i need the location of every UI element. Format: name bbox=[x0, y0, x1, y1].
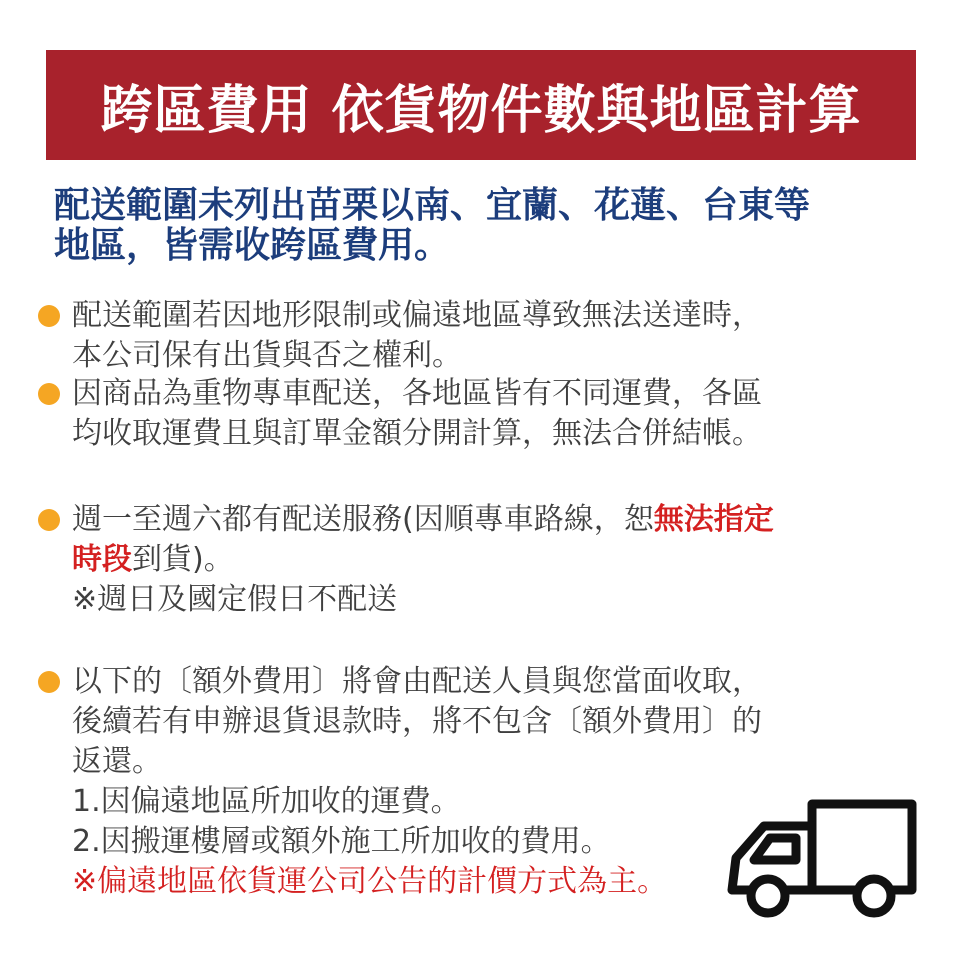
bullet-dot-icon bbox=[38, 305, 60, 327]
bullet-line: 返還。 bbox=[72, 744, 162, 779]
bullet-item-delivery-days bbox=[38, 500, 918, 620]
fee-item-1: 1.因偏遠地區所加收的運費。 bbox=[72, 784, 461, 819]
no-time-slot-highlight: 無法指定 bbox=[653, 502, 774, 537]
time-slot-highlight: 時段 bbox=[72, 542, 132, 577]
intro-line-2: 地區，皆需收跨區費用。 bbox=[54, 225, 451, 266]
arrival-text: 到貨)。 bbox=[132, 542, 234, 577]
fee-item-2: 2.因搬運樓層或額外施工所加收的費用。 bbox=[72, 824, 611, 859]
bullet-line: 以下的〔額外費用〕將會由配送人員與您當面收取， bbox=[72, 664, 762, 699]
bullet-dot-icon bbox=[38, 383, 60, 405]
bullet-line: 本公司保有出貨與否之權利。 bbox=[72, 338, 462, 373]
remote-area-note: ※偏遠地區依貨運公司公告的計價方式為主。 bbox=[72, 864, 668, 899]
bullet-line: 均收取運費且與訂單金額分開計算，無法合併結帳。 bbox=[72, 416, 762, 451]
holiday-note: ※週日及國定假日不配送 bbox=[72, 582, 398, 617]
bullet-line: 因商品為重物專車配送，各地區皆有不同運費，各區 bbox=[72, 376, 762, 411]
bullet-dot-icon bbox=[38, 671, 60, 693]
bullet-line: 配送範圍若因地形限制或偏遠地區導致無法送達時， bbox=[72, 298, 762, 333]
bullet-line bbox=[38, 540, 918, 580]
truck-icon bbox=[724, 796, 920, 922]
intro-line-1: 配送範圍未列出苗栗以南、宜蘭、花蓮、台東等 bbox=[54, 185, 811, 226]
bullet-item-delivery-limit bbox=[38, 296, 918, 376]
bullet-line: 後續若有申辦退貨退款時，將不包含〔額外費用〕的 bbox=[72, 704, 762, 739]
intro-notice bbox=[54, 186, 914, 266]
header-banner bbox=[46, 50, 916, 160]
bullet-item-freight-fee bbox=[38, 374, 918, 454]
banner-title: 跨區費用 依貨物件數與地區計算 bbox=[100, 80, 862, 141]
bullet-line bbox=[38, 500, 918, 540]
bullet-dot-icon bbox=[38, 509, 60, 531]
delivery-days-text: 週一至週六都有配送服務(因順專車路線，恕 bbox=[72, 502, 654, 537]
